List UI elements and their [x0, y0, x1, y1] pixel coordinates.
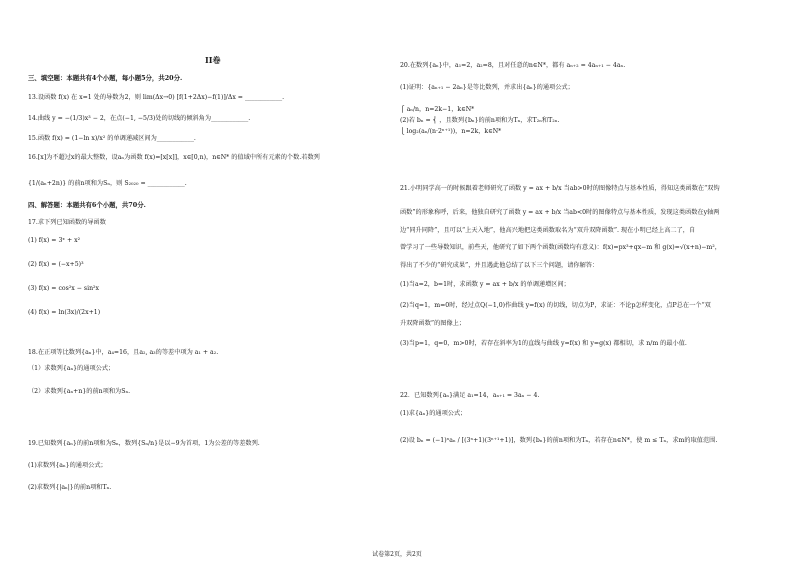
question-line-q19: 19.已知数列{aₙ}的前n项和为Sₙ，数列{Sₙ/n}是以−9为首项，1为公差的等差数列. [28, 440, 260, 447]
question-line-q21_3: (3)当p=1，q=0，m>0时，若存在斜率为1的直线与曲线 y=f(x) 和 y=g(x) 都相切，求 n/m 的最小值. [400, 340, 687, 347]
question-line-q18_2: （2）求数列{aₙ+n}的前n项和为Sₙ. [28, 388, 131, 395]
question-line-q17_4: (4) f(x) = ln(3x)/(2x+1) [28, 309, 101, 316]
question-line-sec4: 四、解答题：本题共有6个小题，共70分. [28, 201, 146, 209]
page-title: II卷 [205, 55, 221, 65]
question-line-q18: 18.在正项等比数列{aₙ}中，a₄=16，且a₂, a₃的等差中项为 a₁ + a₂. [28, 349, 219, 356]
question-line-q22_2: (2)设 bₙ = (−1)ⁿaₙ / [(3ⁿ+1)(3ⁿ⁺¹+1)]，数列{bₙ}的前n项和为Tₙ，若存在n∈N*，使 m ≤ Tₙ，求m的取值范围. [400, 437, 718, 444]
question-line-q22: 22．已知数列{aₙ}满足 a₁=14，aₙ₊₁ = 3aₙ − 4. [400, 392, 540, 399]
question-line-q20_2c: ⎩ log₂(aₙ/(n·2ⁿ⁺¹))，n=2k，k∈N* [400, 128, 502, 135]
question-line-q19_1: (1)求数列{aₙ}的通项公式； [28, 462, 107, 469]
question-line-q13: 13.设函数 f(x) 在 x=1 处的导数为2，则 lim(Δx→0) [f(1+2Δx)−f(1)]/Δx = ____________. [28, 94, 285, 101]
question-line-q20: 20.在数列{aₙ}中，a₁=2，a₂=8，且对任意的n∈N*，都有 aₙ₊₂ = 4aₙ₊₁ − 4aₙ. [400, 62, 626, 69]
question-line-q20_2b: (2)若 bₙ = ⎨ ，且数列{bₙ}的前n项和为Tₙ，求T₂ₙ和T₂ₙ. [400, 117, 560, 124]
question-line-sec3: 三、填空题：本题共有4个小题，每小题5分，共20分. [28, 74, 183, 82]
question-line-q15: 15.函数 f(x) = (1−ln x)/x² 的单调递减区间为____________. [28, 135, 196, 142]
question-line-q17_2: (2) f(x) = (−x+5)³ [28, 261, 84, 268]
question-line-q21c: 边“同升同降”，且可以“上天入地”，他高兴地把这类函数取名为“双升双降函数”. 现在小明已经上高二了，自 [400, 227, 696, 234]
question-line-q21_1: (1)当a=2，b=1时，求函数 y = ax + b/x 的单调递增区间； [400, 281, 570, 288]
question-line-q21_2b: 升双降函数”的图像上； [400, 320, 466, 327]
page-footer: 试卷第2页，共2页 [372, 551, 422, 558]
question-line-q20_2a: ⎧ aₙ/n，n=2k−1，k∈N* [400, 106, 475, 113]
question-line-q21d: 曾学习了一些导数知识，前些天，他研究了如下两个函数(函数均有意义)：f(x)=px³+qx−m 和 g(x)=√(x+n)−m²， [400, 244, 721, 251]
question-line-q16a: 16.[x]为不超过x的最大整数，设aₙ为函数 f(x)=[x[x]]，x∈[0,n)，n∈N* 的值域中所有元素的个数.若数列 [28, 154, 320, 161]
question-line-q17: 17.求下列已知函数的导函数 [28, 219, 106, 226]
question-line-q21a: 21.小明同学高一的时候跟着老师研究了函数 y = ax + b/x 当ab>0时的图像特点与基本性质，得知这类函数在“双钩 [400, 185, 720, 192]
question-line-q21e: 得出了不少的“研究成果”，并且遇此他总结了以下三个问题，请你解答： [400, 262, 599, 269]
question-line-q21_2a: (2)当q=1，m=0时，经过点Q(−1,0)作曲线 y=f(x) 的切线，切点为P，求证：不论p怎样变化，点P总在一个“双 [400, 302, 711, 309]
question-line-q16b: {1/(aₙ+2n)} 的前n项和为Sₙ，则 S₂₀₂₀ = ____________. [28, 180, 187, 187]
question-line-q20_1: (1)证明：{aₙ₊₁ − 2aₙ}是等比数列，并求出{aₙ}的通项公式； [400, 84, 574, 91]
question-line-q18_1: （1）求数列{aₙ}的通项公式； [28, 365, 115, 372]
question-line-q21b: 函数”的形象称呼，后来，他独自研究了函数 y = ax + b/x 当ab<0时的图像特点与基本性质，发现这类函数在y轴两 [400, 209, 720, 216]
question-line-q19_2: (2)求数列{|aₙ|}的前n项和Tₙ. [28, 484, 112, 491]
question-line-q17_3: (3) f(x) = cos²x − sin²x [28, 285, 100, 292]
question-line-q22_1: (1)求{aₙ}的通项公式； [400, 410, 467, 417]
question-line-q14: 14.曲线 y = −(1/3)x³ − 2，在点(−1, −5/3)处的切线的倾斜角为____________. [28, 115, 251, 122]
question-line-q17_1: (1) f(x) = 3ˣ + x² [28, 237, 81, 244]
